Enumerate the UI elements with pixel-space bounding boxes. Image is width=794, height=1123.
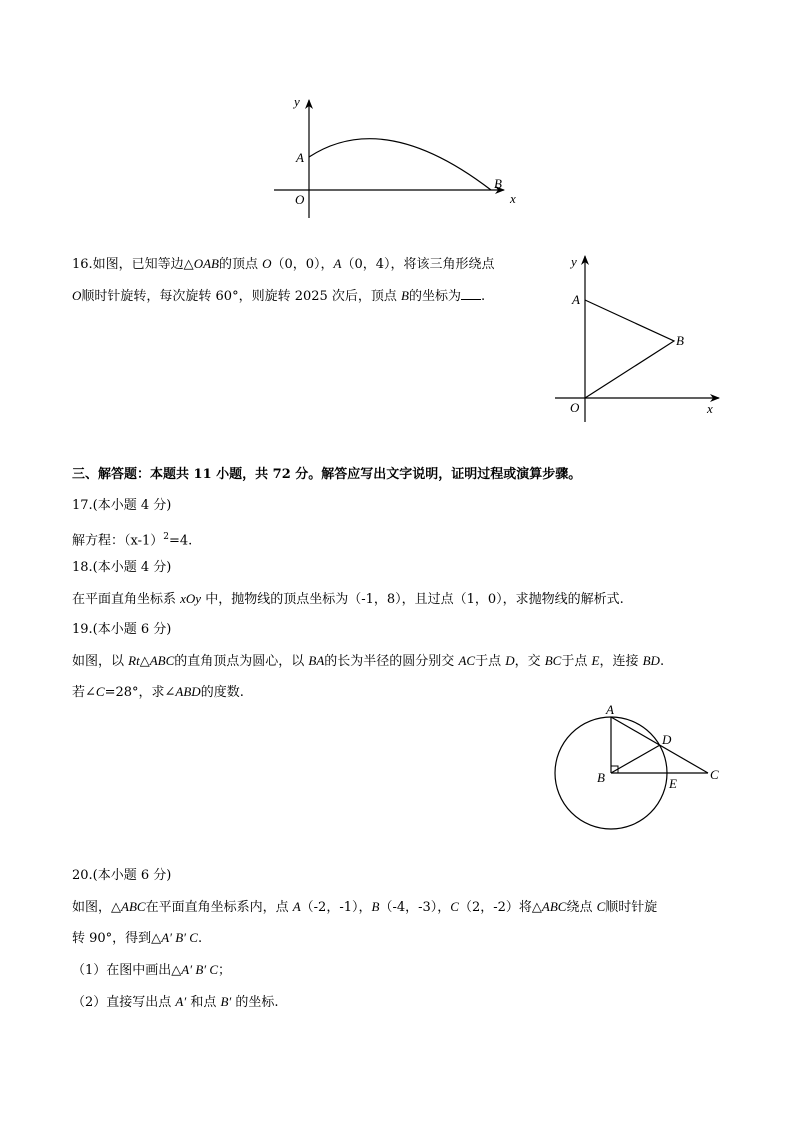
point-label-o: O — [295, 192, 305, 207]
section-title: 三、解答题：本题共 11 小题，共 72 分。解答应写出文字说明，证明过程或演算步骤。 — [72, 467, 582, 482]
q20-line3: （1）在图中画出△A′ B′ C； — [72, 962, 232, 978]
q20-line2: 转 90°，得到△A′ B′ C. — [72, 930, 203, 946]
q18-body: 在平面直角坐标系 xOy 中，抛物线的顶点坐标为（-1，8），且过点（1，0），求抛物线的解析式. — [72, 591, 624, 607]
point-label-c: C — [710, 767, 719, 782]
q19-header: 19.(本小题 6 分) — [72, 622, 172, 637]
point-label-b: B — [597, 770, 605, 785]
point-label-o: O — [570, 400, 580, 415]
q20-line4: （2）直接写出点 A′ 和点 B′ 的坐标. — [72, 994, 279, 1010]
axis-label-x: x — [510, 191, 516, 206]
axis-label-y: y — [294, 94, 300, 109]
q16-line2: O顺时针旋转，每次旋转 60°，则旋转 2025 次后，顶点 B的坐标为 . — [72, 288, 486, 304]
point-label-b: B — [676, 333, 684, 348]
q20-header: 20.(本小题 6 分) — [72, 868, 172, 883]
point-label-a: A — [296, 150, 304, 165]
axis-label-y: y — [571, 254, 577, 269]
q19-line2: 若∠C=28°，求∠ABD的度数. — [72, 684, 244, 700]
q19-line1: 如图，以 Rt△ABC的直角顶点为圆心，以 BA的长为半径的圆分别交 AC于点 D，交 BC于点 E，连接 BD. — [72, 653, 665, 669]
q17-header: 17.(本小题 4 分) — [72, 498, 172, 513]
axis-label-x: x — [707, 401, 713, 416]
point-label-b: B — [494, 176, 502, 191]
q18-header: 18.(本小题 4 分) — [72, 560, 172, 575]
point-label-a: A — [606, 702, 614, 717]
q20-line1: 如图，△ABC在平面直角坐标系内，点 A（-2，-1），B（-4，-3），C（2，-2）将△ABC绕点 C顺时针旋 — [72, 899, 658, 915]
point-label-d: D — [662, 732, 672, 747]
q17-body: 解方程：$(x-1)^2=4$. — [72, 532, 193, 549]
point-label-e: E — [669, 776, 677, 791]
point-label-a: A — [572, 292, 580, 307]
q16-line1: 16.如图，已知等边△OAB的顶点 O（0，0），A（0，4），将该三角形绕点 — [72, 256, 495, 272]
